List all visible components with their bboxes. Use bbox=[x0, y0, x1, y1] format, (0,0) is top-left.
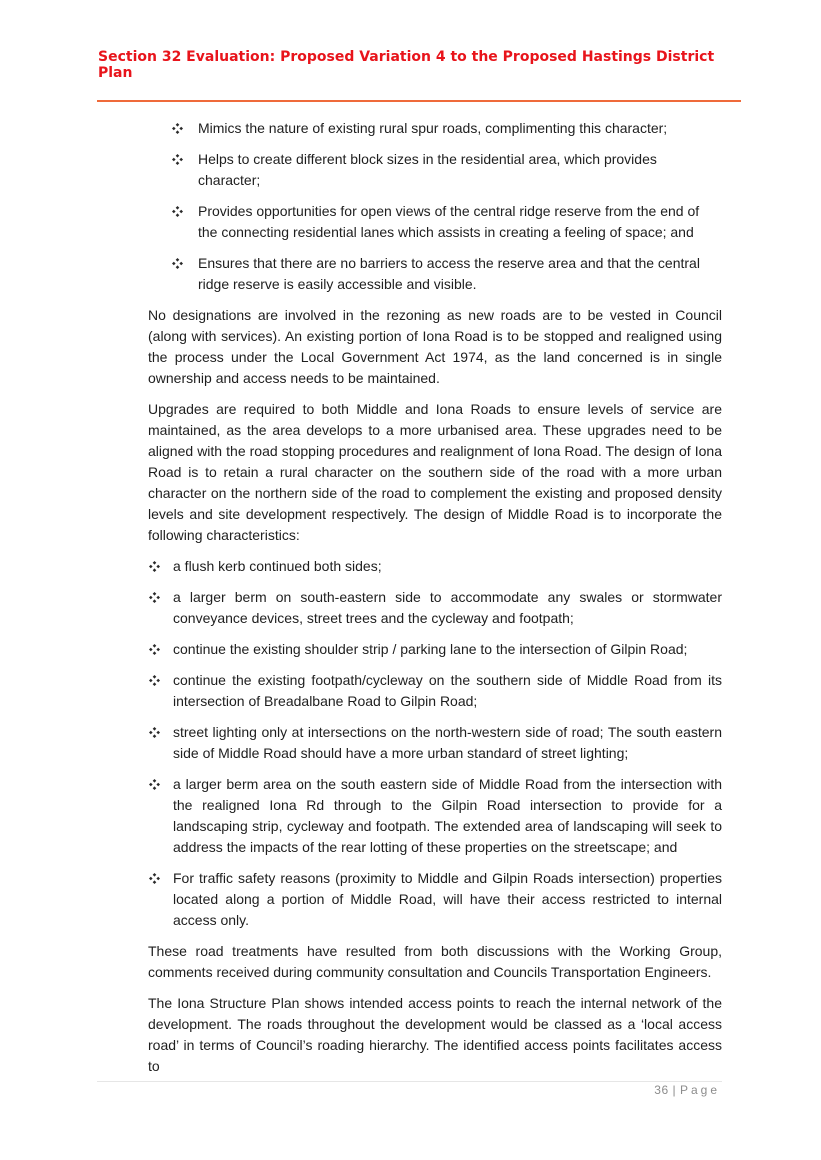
bullet-text: a larger berm area on the south eastern side of Middle Road from the intersection with the realigned Iona Rd through to the Gilpin Road intersection to provide for a landscaping strip, cycleway and footpath. The extended area of landscaping will seek to address the impacts of the rear lotting of these properties on the streetscape; and bbox=[173, 776, 722, 855]
bullet-diamond-icon bbox=[171, 253, 185, 274]
bullet-item bbox=[148, 587, 722, 629]
bullet-text: continue the existing shoulder strip / parking lane to the intersection of Gilpin Road; bbox=[173, 641, 688, 657]
page-word: Page bbox=[679, 1083, 720, 1097]
paragraph-upgrades: Upgrades are required to both Middle and Iona Roads to ensure levels of service are maintained, as the area develops to a more urbanised area. These upgrades need to be aligned with the road stopping procedures and realignment of Iona Road. The design of Iona Road is to retain a rural character on the southern side of the road with a more urban character on the northern side of the road to complement the existing and proposed density levels and site development respectively. The design of Middle Road is to incorporate the following characteristics: bbox=[148, 401, 722, 543]
footer-divider bbox=[97, 1081, 722, 1082]
header-divider bbox=[97, 100, 741, 102]
bullet-diamond-icon bbox=[148, 639, 162, 660]
bullet-text: For traffic safety reasons (proximity to Middle and Gilpin Roads intersection) properties located along a portion of Middle Road, will have their access restricted to internal access only. bbox=[173, 870, 722, 928]
bullet-text: Provides opportunities for open views of the central ridge reserve from the end of the connecting residential lanes which assists in creating a feeling of space; and bbox=[198, 203, 700, 240]
paragraph-road-treatments: These road treatments have resulted from both discussions with the Working Group, comments received during community consultation and Councils Transportation Engineers. bbox=[148, 943, 722, 980]
bullet-diamond-icon bbox=[148, 722, 162, 743]
bullet-item bbox=[171, 253, 722, 295]
bullet-item bbox=[171, 201, 722, 243]
paragraph-structure-plan: The Iona Structure Plan shows intended access points to reach the internal network of the development. The roads throughout the development would be classed as a ‘local access road’ in terms of Council’s roading hierarchy. The identified access points facilitates access to bbox=[148, 995, 722, 1074]
bullet-item bbox=[148, 722, 722, 764]
bullet-text: continue the existing footpath/cycleway on the southern side of Middle Road from its intersection of Breadalbane Road to Gilpin Road; bbox=[173, 672, 722, 709]
bullet-diamond-icon bbox=[171, 118, 185, 139]
bullet-diamond-icon bbox=[148, 868, 162, 889]
bullet-item bbox=[148, 639, 722, 660]
bullet-text: street lighting only at intersections on the north-western side of road; The south eastern side of Middle Road should have a more urban standard of street lighting; bbox=[173, 724, 722, 761]
bullet-diamond-icon bbox=[148, 587, 162, 608]
bullet-item bbox=[148, 670, 722, 712]
bullet-text: a larger berm on south-eastern side to accommodate any swales or stormwater conveyance devices, street trees and the cycleway and footpath; bbox=[173, 589, 722, 626]
access-lanes-bullet-list bbox=[148, 118, 722, 295]
page-body bbox=[148, 118, 722, 1087]
bullet-text: Ensures that there are no barriers to access the reserve area and that the central ridge reserve is easily accessible and visible. bbox=[198, 255, 700, 292]
bullet-item bbox=[148, 774, 722, 858]
bullet-item bbox=[171, 118, 722, 139]
bullet-item bbox=[171, 149, 722, 191]
middle-road-bullet-list bbox=[148, 556, 722, 931]
bullet-diamond-icon bbox=[148, 774, 162, 795]
document-title: Section 32 Evaluation: Proposed Variation 4 to the Proposed Hastings District Plan bbox=[98, 49, 715, 81]
bullet-diamond-icon bbox=[171, 149, 185, 170]
bullet-text: a flush kerb continued both sides; bbox=[173, 558, 382, 574]
bullet-item bbox=[148, 868, 722, 931]
page-number-label bbox=[640, 1083, 720, 1097]
bullet-text: Helps to create different block sizes in the residential area, which provides character; bbox=[198, 151, 657, 188]
page-separator: | bbox=[672, 1083, 677, 1097]
bullet-text: Mimics the nature of existing rural spur roads, complimenting this character; bbox=[198, 120, 668, 136]
page-number: 36 bbox=[654, 1083, 669, 1097]
bullet-diamond-icon bbox=[148, 556, 162, 577]
bullet-diamond-icon bbox=[171, 201, 185, 222]
bullet-diamond-icon bbox=[148, 670, 162, 691]
paragraph-designations: No designations are involved in the rezoning as new roads are to be vested in Council (along with services). An existing portion of Iona Road is to be stopped and realigned using the process under the Local Government Act 1974, as the land concerned is in single ownership and access needs to be maintained. bbox=[148, 307, 722, 386]
bullet-item bbox=[148, 556, 722, 577]
